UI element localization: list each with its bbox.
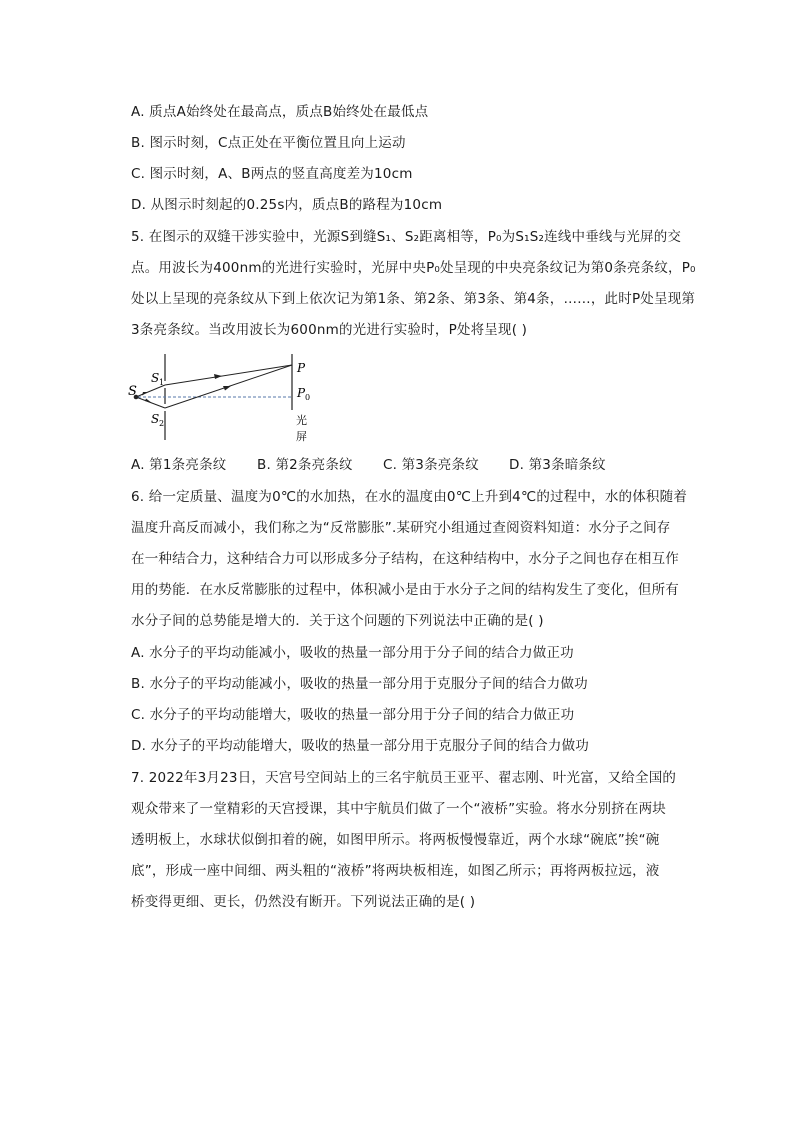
q5-option-d: D. 第3条暗条纹 [509,457,606,473]
q6-stem-line-4: 用的势能．在水反常膨胀的过程中，体积减小是由于水分子之间的结构发生了变化，但所有 [131,582,679,598]
q4-option-c: C. 图示时刻，A、B两点的竖直高度差为10cm [131,166,413,182]
q6-stem-line-2: 温度升高反而减小，我们称之为“反常膨胀”.某研究小组通过查阅资料知道：水分子之间存 [131,520,671,536]
q6-stem-line-1: 6. 给一定质量、温度为0℃的水加热，在水的温度由0℃上升到4℃的过程中，水的体积随着 [131,489,688,505]
label-p0: P [297,386,306,400]
label-s2-sub: 2 [159,419,165,428]
q7-stem-line-4: 底”，形成一座中间细、两头粗的“液桥”将两块板相连，如图乙所示；再将两板拉远，液 [131,863,660,879]
q5-stem-line-4: 3条亮条纹。当改用波长为600nm的光进行实验时，P处将呈现( ) [131,322,528,338]
q4-option-d: D. 从图示时刻起的0.25s内，质点B的路程为10cm [131,197,443,213]
q7-stem-line-1: 7. 2022年3月23日，天宫号空间站上的三名宇航员王亚平、翟志刚、叶光富，又给全国的 [131,770,677,786]
label-screen-1: 光 [296,414,307,427]
ray-s1-to-p [165,365,292,385]
q7-stem-line-2: 观众带来了一堂精彩的天宫授课，其中宇航员们做了一个“液桥”实验。将水分别挤在两块 [131,801,666,817]
arrow-s2-ray [223,386,231,391]
arrow-s1-ray [214,374,222,379]
label-screen-2: 屏 [296,430,307,443]
q5-options [131,455,606,475]
label-s1-sub: 1 [159,378,165,387]
q4-option-a: A. 质点A始终处在最高点，质点B始终处在最低点 [131,104,429,120]
q6-stem-line-3: 在一种结合力，这种结合力可以形成多分子结构，在这种结构中，水分子之间也存在相互作 [131,551,679,567]
double-slit-figure [126,352,326,447]
q5-stem-line-2: 点。用波长为400nm的光进行实验时，光屏中央P₀处呈现的中央亮条纹记为第0条亮条纹，P₀ [131,260,696,276]
q5-stem-line-1: 5. 在图示的双缝干涉实验中，光源S到缝S₁、S₂距离相等，P₀为S₁S₂连线中垂线与光屏的交 [131,229,682,245]
label-s2: S [151,412,160,426]
q7-stem-line-5: 桥变得更细、更长，仍然没有断开。下列说法正确的是( ) [131,894,476,910]
q6-option-b: B. 水分子的平均动能减小，吸收的热量一部分用于克服分子间的结合力做功 [131,676,588,692]
arrow-source-bottom [145,399,152,404]
q5-option-a: A. 第1条亮条纹 [131,457,227,473]
q7-stem-line-3: 透明板上，水球状似倒扣着的碗，如图甲所示。将两板慢慢靠近，两个水球“碗底”挨“碗 [131,832,660,848]
label-s1: S [151,371,160,385]
q6-option-a: A. 水分子的平均动能减小，吸收的热量一部分用于分子间的结合力做正功 [131,645,574,661]
label-s: S [128,384,137,399]
arrow-source-top [142,392,148,396]
q5-option-b: B. 第2条亮条纹 [257,457,353,473]
q6-stem-line-5: 水分子间的总势能是增大的．关于这个问题的下列说法中正确的是( ) [131,613,544,629]
q4-option-b: B. 图示时刻，C点正处在平衡位置且向上运动 [131,135,406,151]
q6-option-d: D. 水分子的平均动能增大，吸收的热量一部分用于克服分子间的结合力做功 [131,738,589,754]
q5-option-c: C. 第3条亮条纹 [383,457,479,473]
label-p0-sub: 0 [305,393,311,402]
q5-stem-line-3: 处以上呈现的亮条纹从下到上依次记为第1条、第2条、第3条、第4条，……，此时P处呈现第 [131,291,696,307]
label-p: P [297,361,306,375]
q6-option-c: C. 水分子的平均动能增大，吸收的热量一部分用于分子间的结合力做正功 [131,707,575,723]
